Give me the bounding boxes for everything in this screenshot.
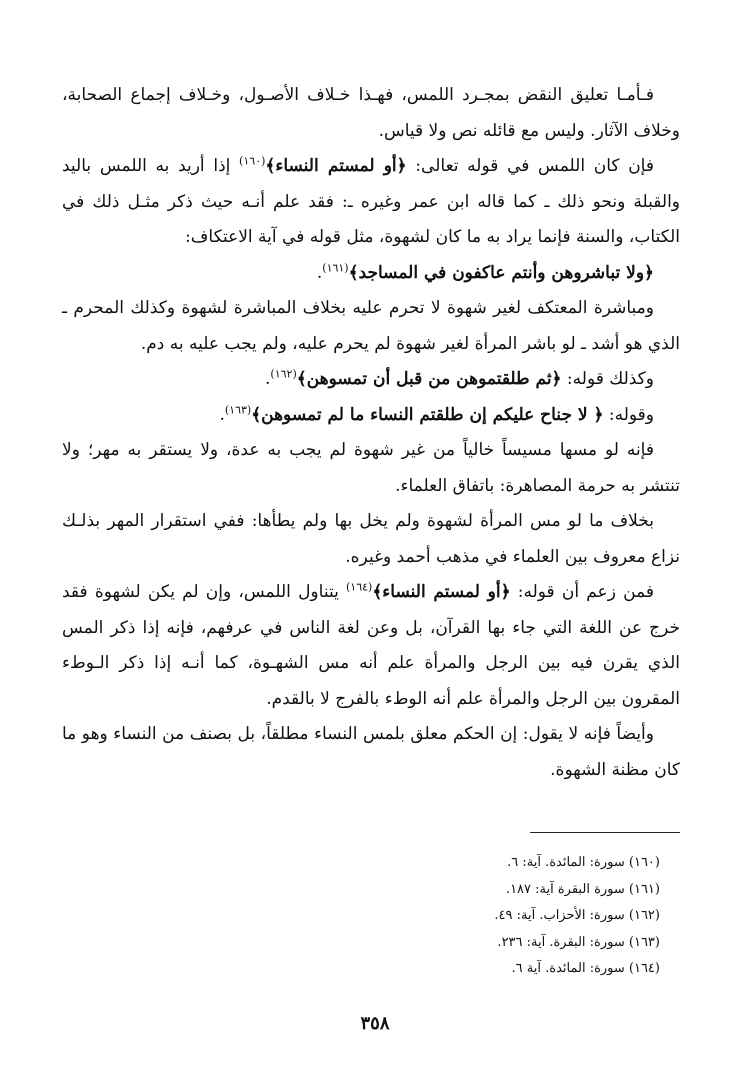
page-number: ٣٥٨ bbox=[360, 1013, 390, 1034]
footnote-ref: (١٦٢) bbox=[270, 367, 297, 381]
text-run: فإن كان اللمس في قوله تعالى: bbox=[406, 156, 654, 176]
text-run: وقوله: bbox=[603, 404, 654, 425]
text-run: فمن زعم أن قوله: bbox=[510, 582, 654, 602]
text-run: وأيضاً فإنه لا يقول: إن الحكم معلق بلمس النساء مطلقاً، بل بصنف من النساء وهو ما كان مظنة الشهوة. bbox=[62, 724, 680, 780]
text-run: فـأمـا تعليق النقض بمجـرد اللمس، فهـذا خـلاف الأصـول، وخـلاف إجماع الصحابة، وخلاف الآثار. وليس مع قائله نص ولا قياس. bbox=[62, 85, 680, 141]
quran-quote: ﴿أو لمستم النساء﴾ bbox=[372, 582, 511, 602]
footnotes bbox=[240, 850, 660, 983]
paragraph-p4 bbox=[62, 291, 680, 362]
footnote-161: (١٦١) سورة البقرة آية: ١٨٧. bbox=[505, 881, 660, 897]
quran-quote: ﴿أو لمستم النساء﴾ bbox=[265, 156, 407, 176]
text-run: إذا أريد به اللمس باليد والقبلة ونحو ذلك ـ كما قاله ابن عمر وغيره ـ: فقد علم أنـه حيث ذكر مثـل ذلك في الكتاب، والسنة فإنما يراد به ما كان لشهوة، مثل قوله في آية الاعتكاف: bbox=[62, 156, 680, 247]
paragraph-p3 bbox=[62, 256, 680, 292]
paragraph-p5 bbox=[62, 362, 680, 398]
paragraph-p1 bbox=[62, 78, 680, 149]
text-run: يتناول اللمس، وإن لم يكن لشهوة فقد خرج عن اللغة التي جاء بها القرآن، بل وعن لغة الناس في عرفهم، فإنه إذا ذكر المس الذي يقرن فيه بين الرجل والمرأة علم أنه مس الشهـوة، كما أنـه إذا ذكر الـوطء المقرون بين الرجل والمرأة علم أنه الوطء بالفرج لا بالقدم. bbox=[62, 582, 680, 709]
text-run: فإنه لو مسها مسيساً خالياً من غير شهوة لم يجب به عدة، ولا يستقر به مهر؛ ولا تنتشر به حرمة المصاهرة: باتفاق العلماء. bbox=[62, 440, 680, 496]
text-run: . bbox=[265, 369, 271, 389]
footnote-ref: (١٦٣) bbox=[224, 402, 252, 416]
paragraph-p6 bbox=[62, 398, 680, 434]
text-run: . bbox=[219, 404, 225, 425]
text-run: وكذلك قوله: bbox=[561, 369, 654, 389]
quran-quote: ﴿ولا تباشروهن وأنتم عاكفون في المساجد﴾ bbox=[348, 262, 654, 283]
paragraph-p7 bbox=[62, 433, 680, 504]
footnote-ref: (١٦١) bbox=[322, 260, 349, 274]
text-run: ومباشرة المعتكف لغير شهوة لا تحرم عليه بخلاف المباشرة لشهوة وكذلك المحرم ـ الذي هو أشد ـ لو باشر المرأة لغير شهوة لم يحرم عليه، ولم يجب عليه به دم. bbox=[62, 298, 680, 354]
footnote-163: (١٦٣) سورة: البقرة. آية: ٢٣٦. bbox=[497, 934, 660, 950]
footnote-ref: (١٦٤) bbox=[346, 580, 373, 594]
footnote-162: (١٦٢) سورة: الأحزاب. آية: ٤٩. bbox=[494, 908, 660, 923]
main-text bbox=[62, 78, 680, 788]
paragraph-p2 bbox=[62, 149, 680, 256]
footnote-ref: (١٦٠) bbox=[239, 154, 266, 168]
paragraph-p10 bbox=[62, 717, 680, 788]
footnote-164: (١٦٤) سورة: المائدة. آية ٦. bbox=[511, 961, 660, 976]
paragraph-p9 bbox=[62, 575, 680, 717]
quran-quote: ﴿ لا جناح عليكم إن طلقتم النساء ما لم تمسوهن﴾ bbox=[251, 404, 604, 425]
text-run: . bbox=[316, 262, 323, 283]
footnote-160: (١٦٠) سورة: المائدة. آية: ٦. bbox=[507, 855, 660, 870]
paragraph-p8 bbox=[62, 504, 680, 575]
quran-quote: ﴿ثم طلقتموهن من قبل أن تمسوهن﴾ bbox=[296, 369, 562, 389]
footnote-separator bbox=[530, 832, 680, 833]
text-run: بخلاف ما لو مس المرأة لشهوة ولم يخل بها ولم يطأها: ففي استقرار المهر بذلـك نزاع معروف بين العلماء في مذهب أحمد وغيره. bbox=[62, 511, 680, 567]
